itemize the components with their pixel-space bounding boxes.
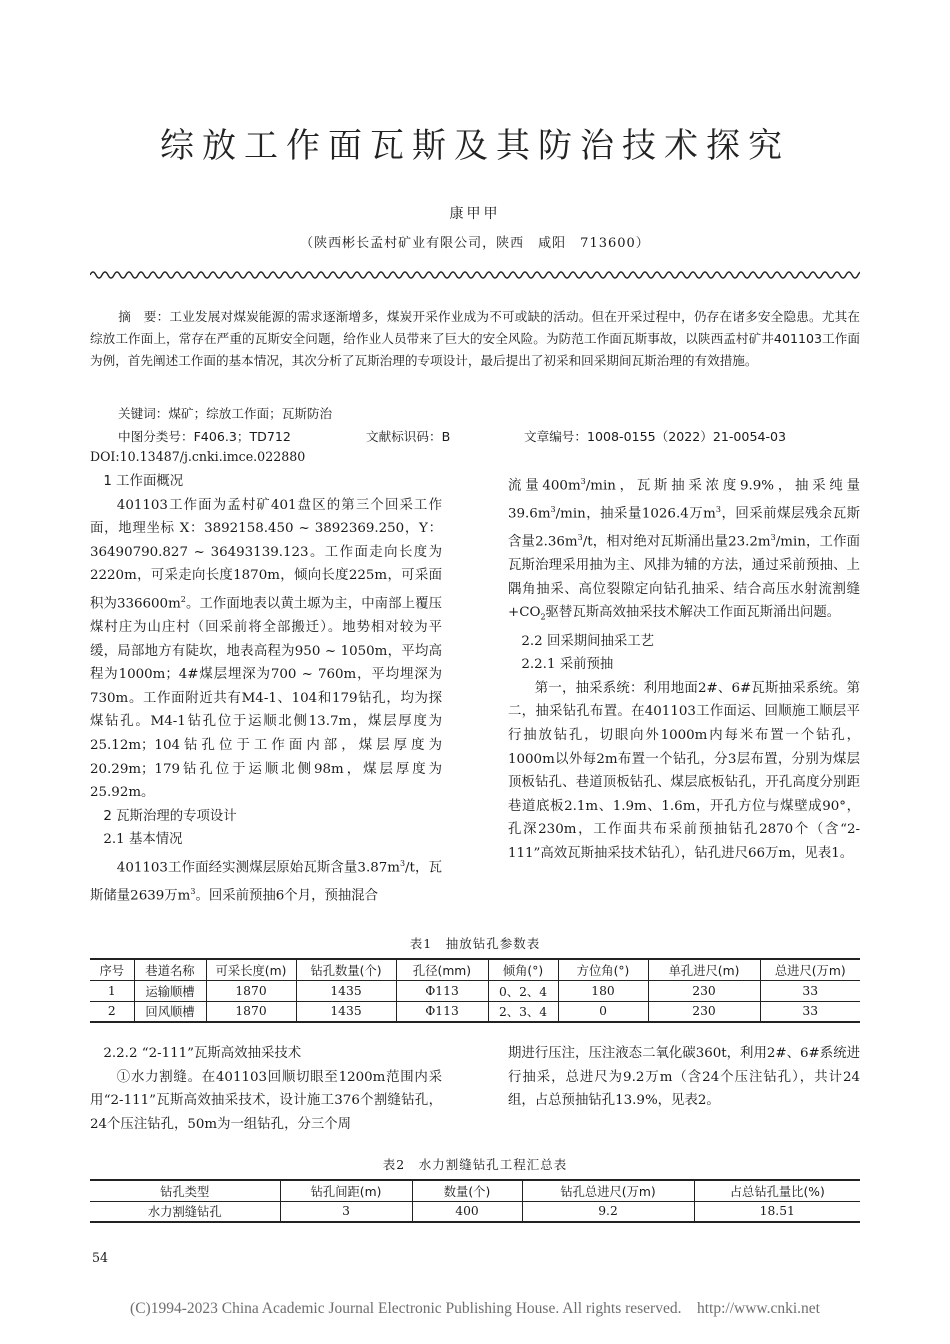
section-2-2-1-heading: 2.2.1 采前预抽 (521, 657, 614, 673)
lower-right-column (508, 1042, 860, 1113)
table-header-row (90, 959, 860, 980)
abstract-label: 摘 要： (118, 309, 170, 324)
section-2-1-continuation: 流量$400m^3/\min$，瓦斯抽采浓度9.9%，抽采纯量$39.6m^3/\min$，抽采量1026.4万$m^3$，回采前煤层残余瓦斯含量$2.36m^3/t$，相对绝对瓦斯涌出量$23.2m^3/\min$，工作面瓦斯治理采用抽为主、风排为辅的方法，通过采前预抽、上隅角抽采、高位裂隙定向钻孔抽采、结合高压水射流割缝$+CO_2$驱替瓦斯高效抽采技术解决工作面瓦斯涌出问题。 (508, 477, 861, 623)
section-2-2-2-heading: 2.2.2 “2-111”瓦斯高效抽采技术 (103, 1046, 302, 1061)
table-cell: Φ113 (396, 980, 488, 1001)
section-1-heading: 1 工作面概况 (103, 474, 184, 489)
table-cell: 回风顺槽 (134, 1001, 206, 1022)
table-cell: 2、3、4 (488, 1001, 558, 1022)
wavy-divider (90, 268, 860, 282)
table-2-caption: 表2 水力割缝钻孔工程汇总表 (382, 1157, 568, 1172)
table-cell: 1435 (296, 980, 396, 1001)
table-header-cell: 占总钻孔量比(%) (694, 1180, 860, 1201)
abstract (90, 306, 860, 372)
table-cell: 运输顺槽 (134, 980, 206, 1001)
section-2-2-2-paragraph: ①水力割缝。在401103回顺切眼至1200m范围内采用“2-111”瓦斯高效抽采技术，设计施工376个割缝钻孔，24个压注钻孔，50m为一组钻孔，分三个周 (90, 1069, 442, 1132)
paper-title: 综放工作面瓦斯及其防治技术探究 (160, 126, 790, 166)
author-name: 康甲甲 (449, 206, 501, 222)
table-cell: 180 (558, 980, 648, 1001)
table-cell: 1870 (206, 1001, 296, 1022)
table-row (90, 1001, 860, 1022)
table-header-cell: 钻孔总进尺(万m) (522, 1180, 694, 1201)
section-2-1-paragraph: 401103工作面经实测煤层原始瓦斯含量$3.87m^3/t$，瓦斯储量2639万$m^3$。回采前预抽6个月，预抽混合 (90, 858, 442, 904)
section-2-2-heading: 2.2 回采期间抽采工艺 (521, 633, 655, 649)
table-header-cell: 总进尺(万m) (760, 959, 860, 980)
left-column (90, 470, 442, 908)
table-header-cell: 钻孔数量(个) (296, 959, 396, 980)
table-cell: 230 (648, 980, 760, 1001)
page-number: 54 (92, 1250, 109, 1265)
table-cell: 9.2 (522, 1201, 694, 1222)
table-header-cell: 序号 (90, 959, 134, 980)
affiliation: （陕西彬长孟村矿业有限公司，陕西 咸阳 713600） (300, 236, 650, 251)
section-2-2-2-continuation: 期进行压注，压注液态二氧化碳360t，利用2#、6#系统进行抽采，总进尺为9.2万m（含24个压注钻孔），共计24组，占总预抽钻孔13.9%，见表2。 (508, 1046, 860, 1109)
lower-left-column (90, 1042, 442, 1136)
table-cell: 0 (558, 1001, 648, 1022)
table-cell: 1435 (296, 1001, 396, 1022)
doi: DOI:10.13487/j.cnki.imce.022880 (90, 449, 306, 464)
article-number: 文章编号：1008-0155（2022）21-0054-03 (524, 429, 787, 444)
table-cell: 2 (90, 1001, 134, 1022)
table-1-caption: 表1 抽放钻孔参数表 (409, 936, 541, 951)
table-cell: 33 (760, 1001, 860, 1022)
document-code: 文献标识码：B (366, 429, 451, 444)
table-cell: 3 (280, 1201, 412, 1222)
table-cell: 33 (760, 980, 860, 1001)
table-cell: 1 (90, 980, 134, 1001)
table-1 (90, 958, 860, 1023)
table-header-cell: 方位角(°) (558, 959, 648, 980)
table-header-cell: 数量(个) (412, 1180, 522, 1201)
table-cell: 1870 (206, 980, 296, 1001)
section-2-1-heading: 2.1 基本情况 (103, 832, 183, 848)
abstract-text: 工业发展对煤炭能源的需求逐渐增多，煤炭开采作业成为不可或缺的活动。但在开采过程中，仍存在诸多安全隐患。尤其在综放工作面上，常存在严重的瓦斯安全问题，给作业人员带来了巨大的安全风险。为防范工作面瓦斯事故，以陕西孟村矿井401103工作面为例，首先阐述工作面的基本情况，其次分析了瓦斯治理的专项设计，最后提出了初采和回采期间瓦斯治理的有效措施。 (90, 309, 861, 368)
table-header-cell: 单孔进尺(m) (648, 959, 760, 980)
table-2 (90, 1179, 860, 1223)
table-header-row (90, 1180, 860, 1201)
table-header-cell: 可采长度(m) (206, 959, 296, 980)
right-column (508, 470, 860, 866)
table-header-cell: 钻孔间距(m) (280, 1180, 412, 1201)
section-1-paragraph: 401103工作面为孟村矿401盘区的第三个回采工作面，地理坐标 X：3892158.450 ~ 3892369.250，Y：36490790.827 ~ 36493139.123。工作面走向长度为2220m，可采走向长度1870m，倾向长度225m，可采面积为$336600m^2$。工作面地表以黄土塬为主，中南部上覆压煤村庄为山庄村（回采前将全部搬迁）。地势相对较为平缓，局部地方有陡坎，地表高程为950 ~ 1050m，平均高程为1000m；4#煤层埋深为700 ~ 760m，平均埋深为730m。工作面附近共有M4-1、104和179钻孔，均为探煤钻孔。M4-1钻孔位于运顺北侧13.7m，煤层厚度为25.12m；104钻孔位于工作面内部，煤层厚度为20.29m；179钻孔位于运顺北侧98m，煤层厚度为25.92m。 (90, 497, 442, 801)
table-row (90, 1201, 860, 1222)
table-header-cell: 巷道名称 (134, 959, 206, 980)
table-header-cell: 倾角(°) (488, 959, 558, 980)
table-cell: 18.51 (694, 1201, 860, 1222)
section-2-2-1-paragraph: 第一，抽采系统：利用地面2#、6#瓦斯抽采系统。第二，抽采钻孔布置。在401103工作面运、回顺施工顺层平行抽放钻孔，切眼向外1000m内每米布置一个钻孔，1000m以外每2m布置一个钻孔，分3层布置，分别为煤层顶板钻孔、巷道顶板钻孔、煤层底板钻孔，开孔高度分别距巷道底板2.1m、1.9m、1.6m，开孔方位与煤壁成90°，孔深230m，工作面共布采前预抽钻孔2870个（含“2-111”高效瓦斯抽采技术钻孔），钻孔进尺66万m，见表1。 (508, 680, 860, 861)
table-header-cell: 钻孔类型 (90, 1180, 280, 1201)
section-2-heading: 2 瓦斯治理的专项设计 (103, 808, 237, 824)
table-cell: 230 (648, 1001, 760, 1022)
table-cell: 400 (412, 1201, 522, 1222)
table-row (90, 980, 860, 1001)
clc-number: 中图分类号：F406.3；TD712 (118, 429, 291, 444)
table-cell: Φ113 (396, 1001, 488, 1022)
keywords: 关键词：煤矿；综放工作面；瓦斯防治 (118, 406, 333, 421)
table-header-cell: 孔径(mm) (396, 959, 488, 980)
copyright-notice: (C)1994-2023 China Academic Journal Electronic Publishing House. All rights reserved. http://www.cnki.net (130, 1300, 820, 1317)
table-cell: 水力割缝钻孔 (90, 1201, 280, 1222)
table-cell: 0、2、4 (488, 980, 558, 1001)
